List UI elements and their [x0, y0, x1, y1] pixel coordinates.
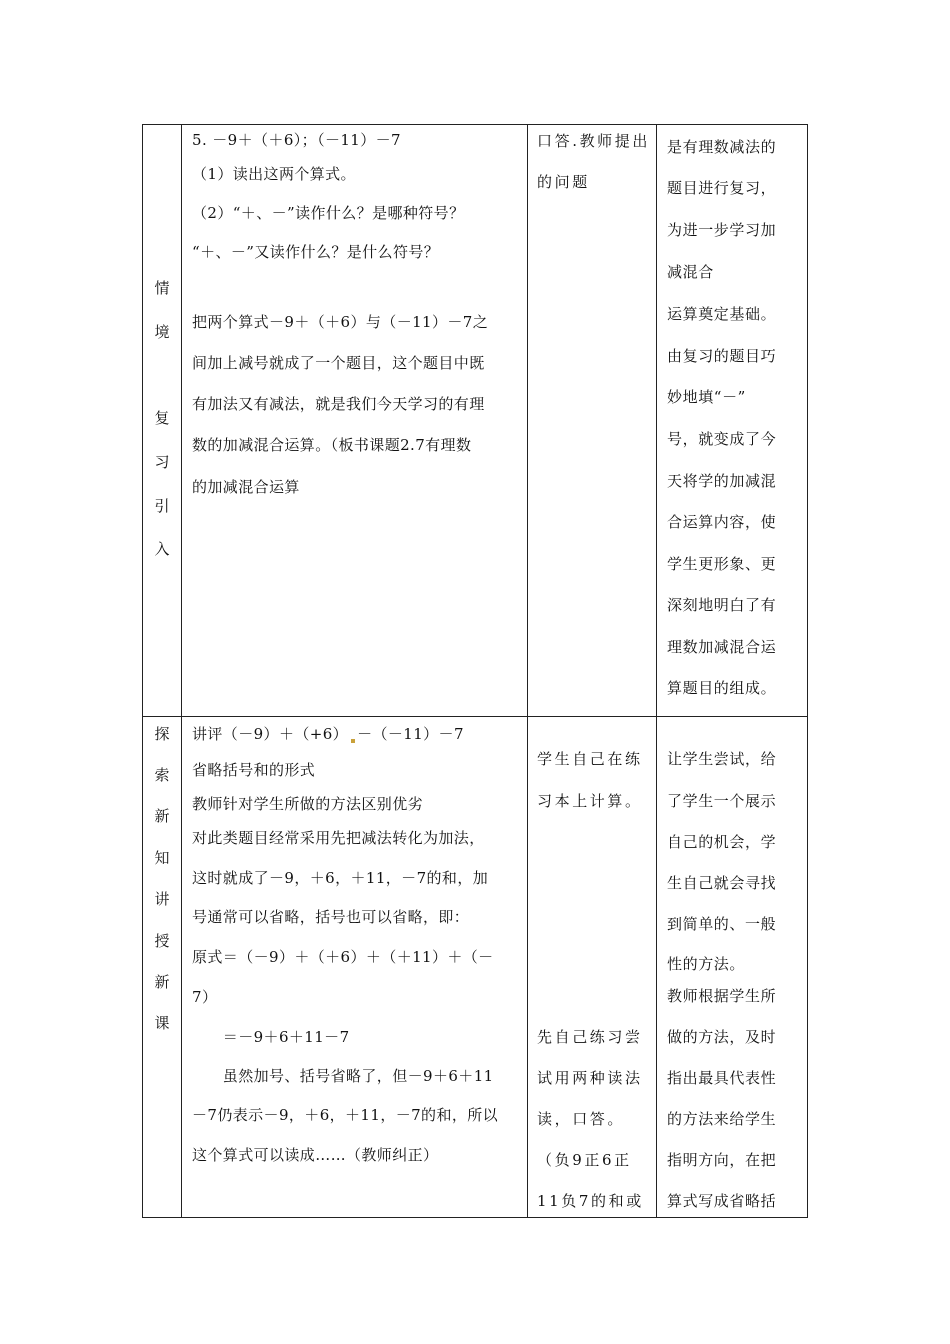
intent-line: 天将学的加减混	[667, 472, 777, 490]
table-row-review-intro	[143, 125, 807, 717]
student-line: 学生自己在练	[537, 750, 643, 768]
intent-line: 题目进行复习，	[667, 179, 777, 197]
content-line: －7仍表示－9，＋6，＋11，－7的和，所以	[192, 1106, 499, 1124]
content-line: 有加法又有减法，就是我们今天学习的有理	[192, 395, 485, 413]
content-line: 这时就成了－9，＋6，＋11，－7的和，加	[192, 869, 489, 887]
student-line: 习本上计算。	[537, 792, 643, 810]
section-label-new-knowledge	[143, 717, 181, 1217]
lesson-plan-table	[142, 124, 808, 1218]
content-line: ＝－9＋6＋11－7	[192, 1028, 350, 1046]
section-char: 索	[154, 766, 170, 784]
content-line-part: －（－11）－7	[357, 725, 464, 743]
intent-line: 学生更形象、更	[667, 555, 777, 573]
intent-line: 妙地填“－”	[667, 388, 746, 406]
section-char: 习	[154, 453, 170, 471]
design-intent-cell	[657, 125, 807, 716]
content-line: （1）读出这两个算式。	[192, 165, 356, 183]
section-char: 讲	[154, 890, 170, 908]
student-line: 口答.教师提出	[537, 132, 650, 150]
intent-line: 自己的机会，学	[667, 833, 777, 851]
marker-dot-icon	[351, 739, 355, 743]
section-char: 引	[154, 497, 170, 515]
student-line: 先自己练习尝	[537, 1028, 643, 1046]
section-char: 境	[154, 323, 170, 341]
intent-line: 运算奠定基础。	[667, 305, 777, 323]
intent-line: 做的方法，及时	[667, 1028, 777, 1046]
student-activity-cell	[528, 125, 656, 716]
section-char: 入	[154, 540, 170, 558]
content-line: 省略括号和的形式	[192, 761, 316, 779]
intent-line: 性的方法。	[667, 955, 746, 973]
content-line: 对此类题目经常采用先把减法转化为加法，	[192, 829, 485, 847]
student-activity-cell	[528, 717, 656, 1217]
teaching-content-cell	[182, 717, 527, 1217]
section-char: 探	[154, 725, 170, 743]
section-char: 知	[154, 849, 170, 867]
student-line: 读，口答。	[537, 1110, 626, 1128]
section-char: 授	[154, 932, 170, 950]
student-line: （负9正6正	[537, 1151, 632, 1169]
content-line: 把两个算式－9＋（＋6）与（－11）－7之	[192, 313, 489, 331]
section-char: 情	[154, 279, 170, 297]
content-line: 7）	[192, 988, 218, 1006]
section-char: 新	[154, 807, 170, 825]
intent-line: 的方法来给学生	[667, 1110, 777, 1128]
content-line: 原式＝（－9）＋（＋6）＋（＋11）＋（－	[192, 948, 494, 966]
design-intent-cell	[657, 717, 807, 1217]
intent-line: 号，就变成了今	[667, 430, 777, 448]
content-line: 这个算式可以读成……（教师纠正）	[192, 1146, 439, 1164]
intent-line: 到简单的、一般	[667, 915, 777, 933]
content-line: 虽然加号、括号省略了，但－9＋6＋11	[192, 1067, 494, 1085]
intent-line: 减混合	[667, 263, 714, 281]
intent-line: 为进一步学习加	[667, 221, 777, 239]
intent-line: 合运算内容，使	[667, 513, 777, 531]
intent-line: 由复习的题目巧	[667, 347, 777, 365]
content-line: 教师针对学生所做的方法区别优劣	[192, 795, 424, 813]
student-line: 的问题	[537, 173, 590, 191]
content-line: 间加上减号就成了一个题目，这个题目中既	[192, 354, 485, 372]
intent-line: 是有理数减法的	[667, 138, 777, 156]
content-line	[192, 723, 464, 744]
section-char: 课	[154, 1014, 170, 1032]
intent-line: 理数加减混合运	[667, 638, 777, 656]
content-line: 的加减混合运算	[192, 478, 300, 496]
content-line: “＋、－”又读作什么？是什么符号？	[192, 243, 440, 261]
intent-line: 了学生一个展示	[667, 792, 777, 810]
intent-line: 指出最具代表性	[667, 1069, 777, 1087]
content-line-part: 讲评（－9）＋（+6）	[192, 725, 349, 743]
content-line: （2）“＋、－”读作什么？是哪种符号？	[192, 204, 465, 222]
table-row-new-knowledge	[143, 717, 807, 1217]
section-char: 新	[154, 973, 170, 991]
section-char: 复	[154, 409, 170, 427]
content-line: 数的加减混合运算。（板书课题2.7有理数	[192, 436, 472, 454]
section-label-review-intro	[143, 125, 181, 716]
intent-line: 算式写成省略括	[667, 1192, 777, 1210]
intent-line: 生自己就会寻找	[667, 874, 777, 892]
intent-line: 指明方向，在把	[667, 1151, 777, 1169]
intent-line: 教师根据学生所	[667, 987, 777, 1005]
student-line: 试用两种读法	[537, 1069, 643, 1087]
student-line: 11负7的和或	[537, 1192, 644, 1210]
teaching-content-cell	[182, 125, 527, 716]
content-line: 号通常可以省略，括号也可以省略，即：	[192, 908, 470, 926]
intent-line: 让学生尝试，给	[667, 750, 777, 768]
intent-line: 深刻地明白了有	[667, 596, 777, 614]
content-line: 5. －9＋（＋6）；（－11）－7	[192, 131, 401, 149]
intent-line: 算题目的组成。	[667, 679, 777, 697]
